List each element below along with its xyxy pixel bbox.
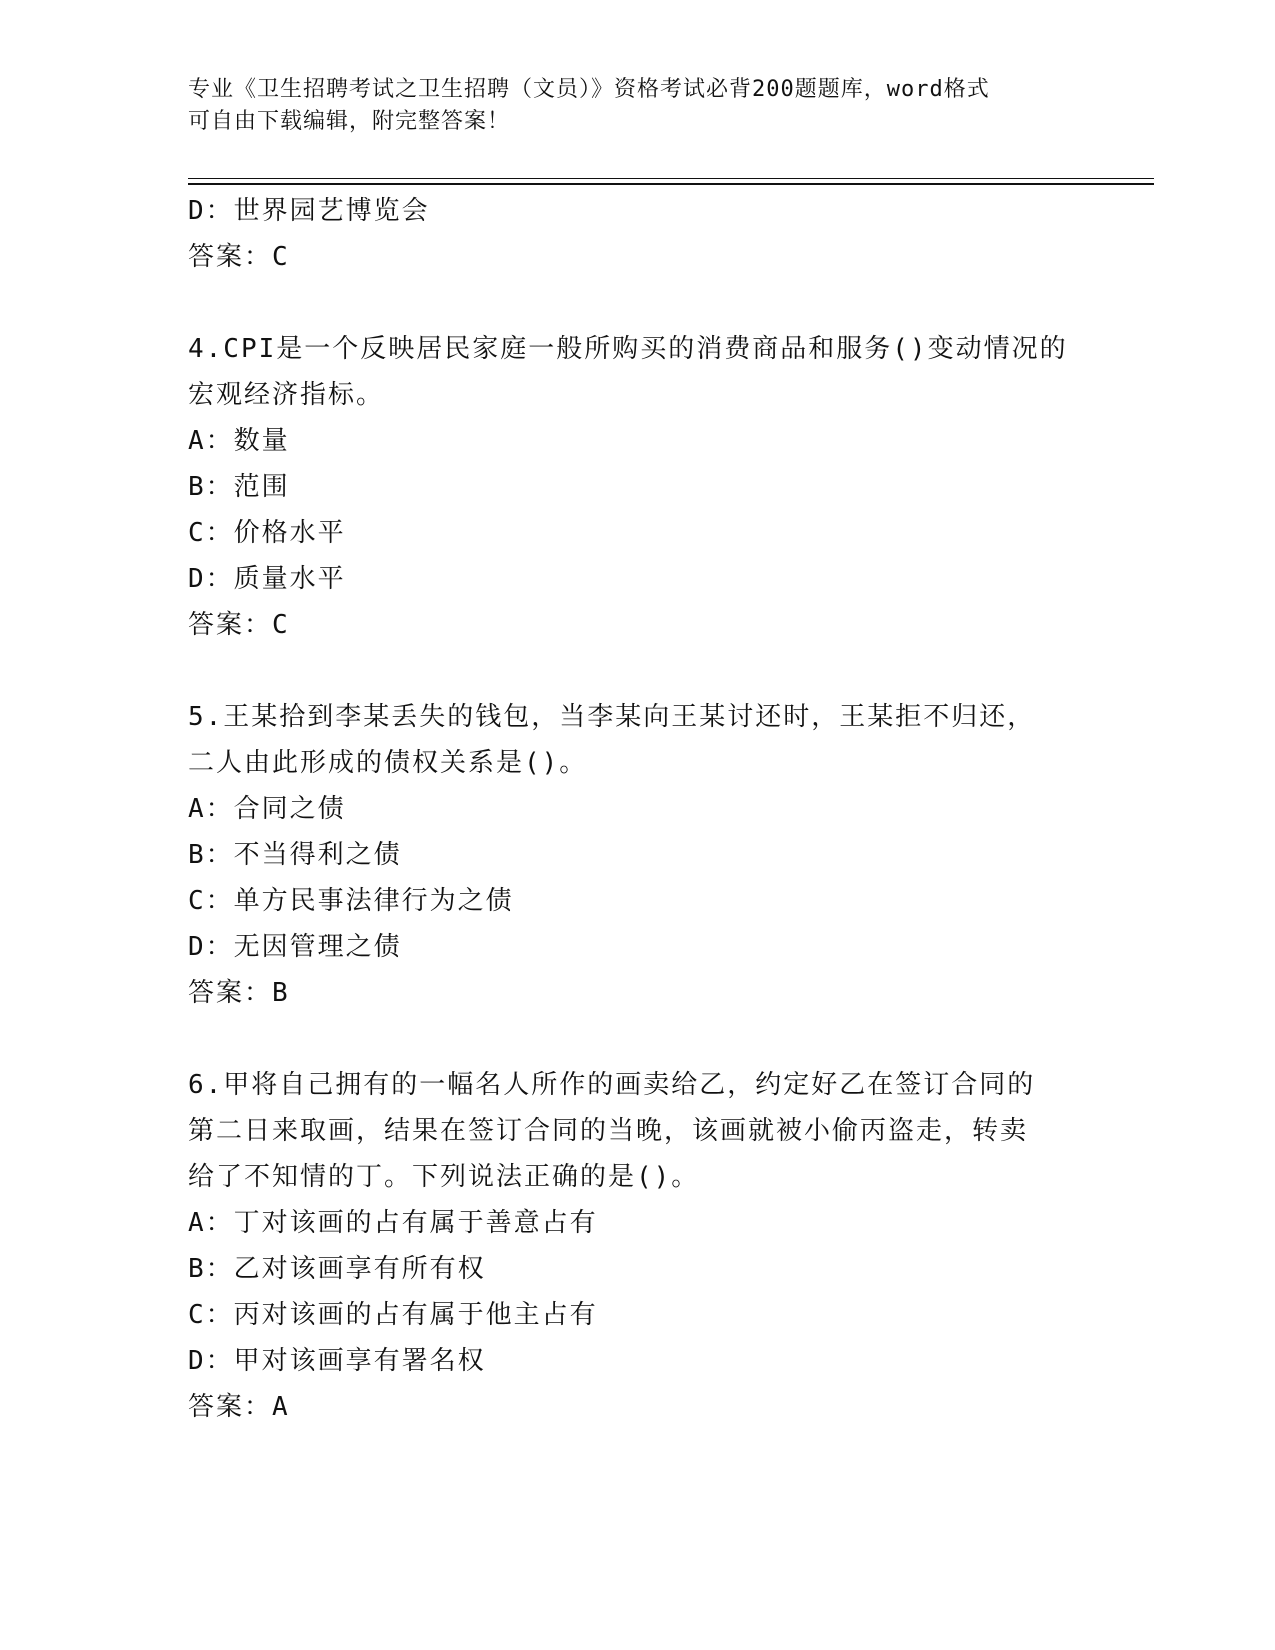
question-stem: 二人由此形成的债权关系是()。 (188, 748, 588, 778)
prev-option-d: D：世界园艺博览会 (188, 196, 430, 226)
answer (188, 1384, 1088, 1430)
answer-value: A (272, 1392, 290, 1422)
option-b: B：范围 (188, 472, 290, 502)
option-d: D：无因管理之债 (188, 932, 402, 962)
question-6 (188, 1062, 1088, 1430)
question-list (188, 188, 1088, 1430)
header-rule-thin (188, 178, 1154, 179)
answer-label: 答案： (188, 978, 273, 1008)
answer-label: 答案： (188, 242, 273, 272)
header-rule-thick (188, 183, 1154, 185)
option-b: B：不当得利之债 (188, 840, 402, 870)
question-stem: 5.王某拾到李某丢失的钱包，当李某向王某讨还时，王某拒不归还， (188, 702, 1036, 732)
answer-value: C (272, 610, 290, 640)
question-5 (188, 694, 1088, 1016)
option-d: D：甲对该画享有署名权 (188, 1346, 486, 1376)
answer (188, 602, 1088, 648)
question-stem: 4.CPI是一个反映居民家庭一般所购买的消费商品和服务()变动情况的 (188, 334, 1068, 364)
answer-value: B (272, 978, 290, 1008)
answer (188, 970, 1088, 1016)
question-4 (188, 326, 1088, 648)
question-stem: 第二日来取画，结果在签订合同的当晚，该画就被小偷丙盗走，转卖 (188, 1116, 1029, 1146)
prev-answer (188, 234, 1088, 280)
answer-label: 答案： (188, 610, 273, 640)
option-a: A：丁对该画的占有属于善意占有 (188, 1208, 598, 1238)
answer-value: C (272, 242, 290, 272)
header-line-2: 可自由下载编辑，附完整答案！ (188, 109, 511, 134)
answer-label: 答案： (188, 1392, 273, 1422)
question-stem: 给了不知情的丁。下列说法正确的是()。 (188, 1162, 700, 1192)
option-c: C：价格水平 (188, 518, 346, 548)
option-b: B：乙对该画享有所有权 (188, 1254, 486, 1284)
question-stem: 宏观经济指标。 (188, 380, 385, 410)
option-c: C：丙对该画的占有属于他主占有 (188, 1300, 598, 1330)
page-header (188, 74, 1088, 138)
header-line-1: 专业《卫生招聘考试之卫生招聘（文员）》资格考试必背200题题库，word格式 (188, 77, 990, 102)
option-a: A：合同之债 (188, 794, 346, 824)
option-a: A：数量 (188, 426, 290, 456)
option-d: D：质量水平 (188, 564, 346, 594)
question-stem: 6.甲将自己拥有的一幅名人所作的画卖给乙，约定好乙在签订合同的 (188, 1070, 1036, 1100)
option-c: C：单方民事法律行为之债 (188, 886, 514, 916)
